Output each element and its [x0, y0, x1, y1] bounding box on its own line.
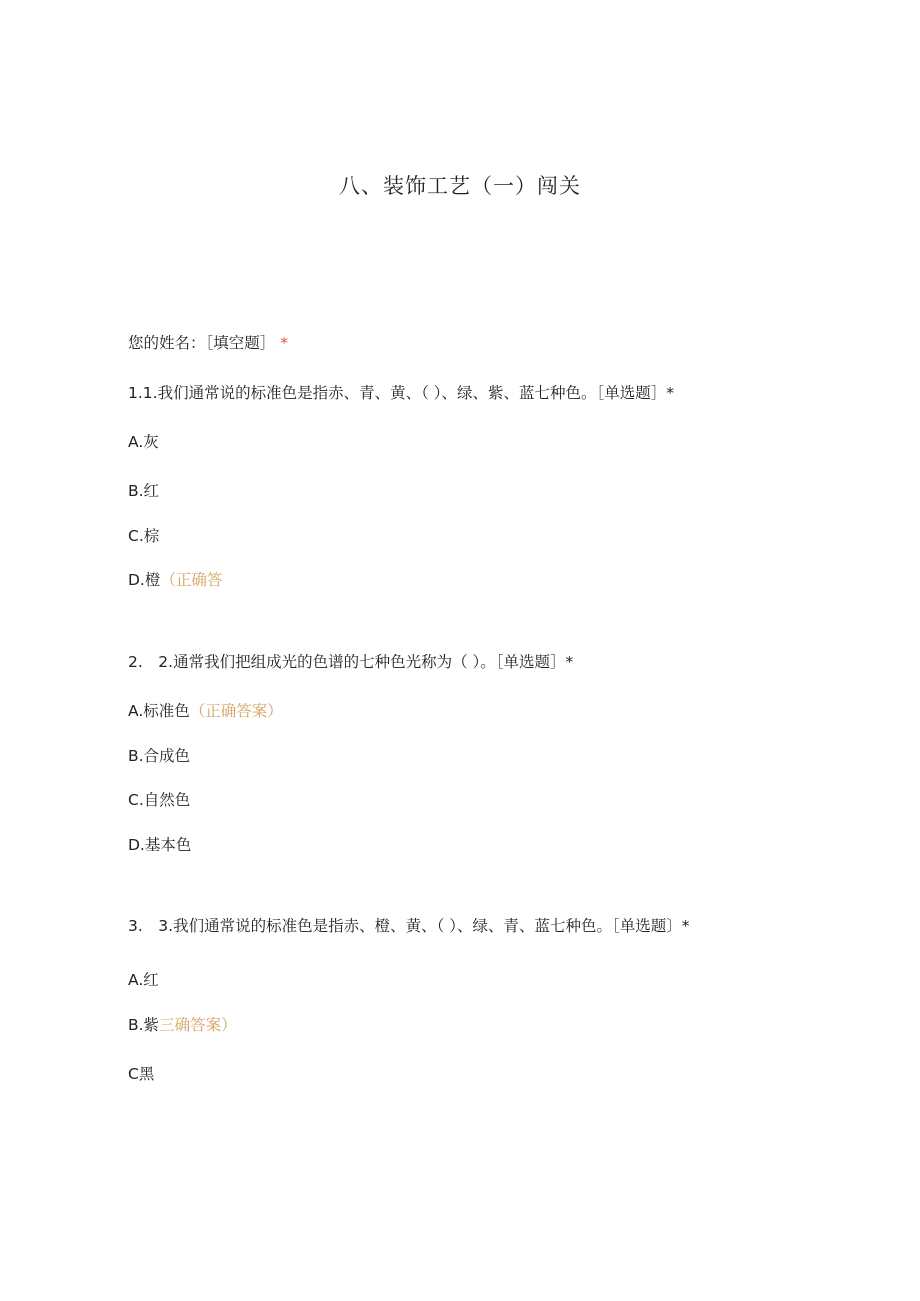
option-text: A.灰	[128, 433, 159, 451]
question-2-prompt: 2. 2.通常我们把组成光的色谱的七种色光称为（ ）。［单选题］*	[128, 653, 574, 671]
option-text: B.合成色	[128, 747, 191, 765]
option-text: B.紫	[128, 1016, 160, 1034]
question-1-option-d[interactable]	[128, 570, 222, 590]
question-3-option-a[interactable]	[128, 970, 159, 990]
page-title: 八、装饰工艺（一）闯关	[339, 174, 581, 198]
question-2-option-a[interactable]	[128, 701, 283, 721]
required-mark: *	[280, 334, 288, 352]
option-text: C.自然色	[128, 791, 191, 809]
option-text: C.棕	[128, 527, 160, 545]
option-text: D.橙	[128, 571, 161, 589]
option-text: A.红	[128, 971, 159, 989]
question-2-option-b[interactable]	[128, 746, 190, 766]
name-field-text: 您的姓名：［填空题］	[128, 334, 276, 352]
option-text: A.标准色	[128, 702, 190, 720]
question-1-prompt: 1.1.我们通常说的标准色是指赤、青、黄、（ ）、绿、紫、蓝七种色。［单选题］*	[128, 384, 675, 402]
question-1-option-c[interactable]	[128, 526, 159, 546]
correct-answer-note: （正确答	[160, 571, 223, 589]
question-2-option-d[interactable]	[128, 835, 191, 855]
name-field-label[interactable]	[128, 333, 288, 353]
question-1-option-a[interactable]	[128, 432, 159, 452]
option-text: D.基本色	[128, 836, 192, 854]
question-3-option-c[interactable]	[128, 1064, 154, 1084]
question-3-option-b[interactable]	[128, 1015, 237, 1035]
option-text: B.红	[128, 482, 160, 500]
option-text: C黑	[128, 1065, 155, 1083]
question-1-option-b[interactable]	[128, 481, 159, 501]
question-2-option-c[interactable]	[128, 790, 190, 810]
correct-answer-note: 三确答案）	[159, 1016, 237, 1034]
question-3-prompt: 3. 3.我们通常说的标准色是指赤、橙、黄、（ ）、绿、青、蓝七种色。［单选题〕*	[128, 917, 690, 935]
correct-answer-note: （正确答案）	[189, 702, 283, 720]
